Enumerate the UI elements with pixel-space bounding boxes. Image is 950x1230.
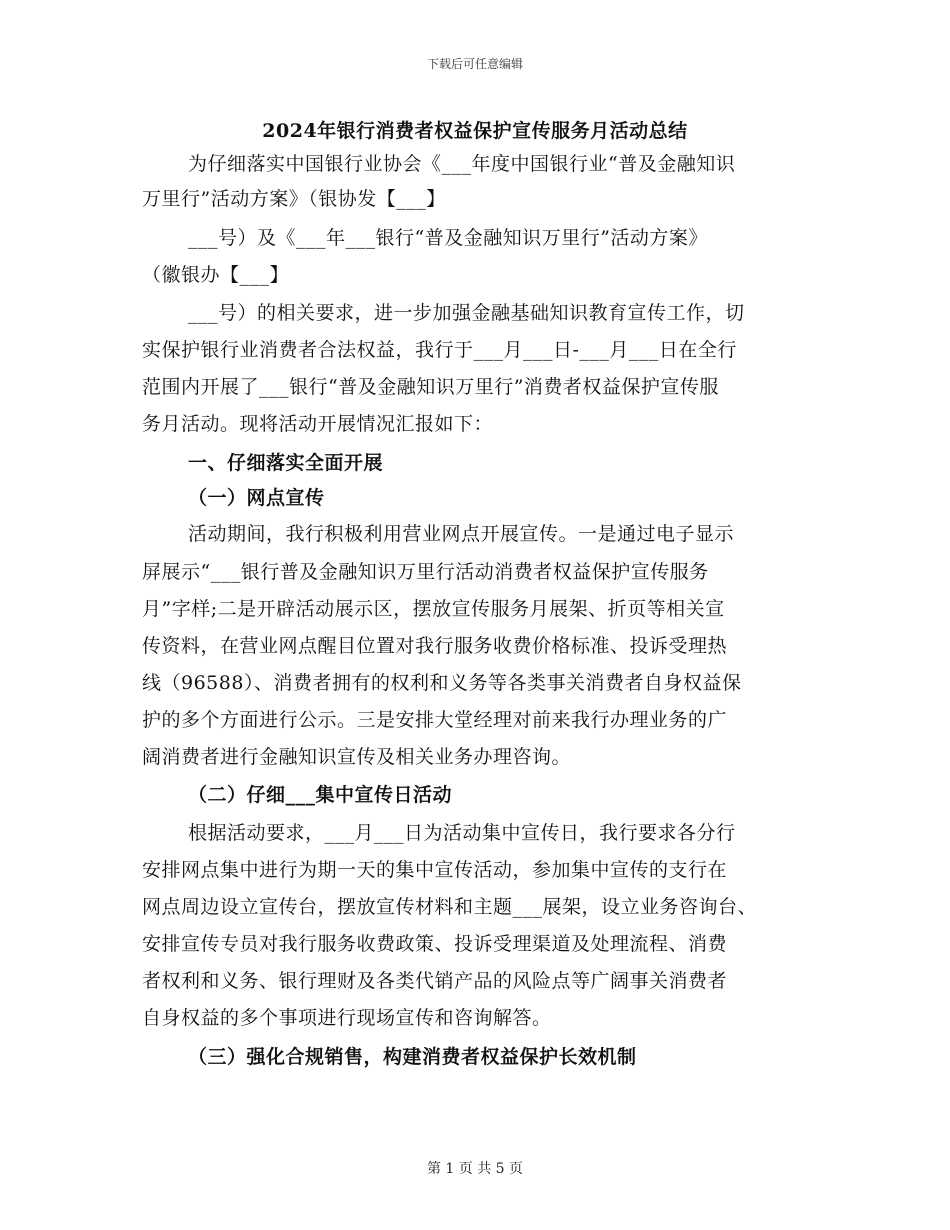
paragraph-line: 根据活动要求，___月___日为活动集中宣传日，我行要求各分行: [188, 822, 736, 844]
paragraph-line: 网点周边设立宣传台，摆放宣传材料和主题___展架，设立业务咨询台、: [142, 896, 758, 918]
paragraph-line: 万里行”活动方案》（银协发【___】: [142, 188, 446, 210]
paragraph-line: 安排宣传专员对我行服务收费政策、投诉受理渠道及处理流程、消费: [142, 933, 728, 955]
subsection-heading: （一）网点宣传: [188, 487, 325, 509]
page-number: 第 1 页 共 5 页: [426, 1161, 524, 1177]
paragraph-line: ___号）及《___年___银行“普及金融知识万里行”活动方案》: [188, 227, 708, 249]
subsection-heading: （三）强化合规销售，构建消费者权益保护长效机制: [188, 1046, 637, 1068]
header-note: 下载后可任意编辑: [426, 57, 523, 71]
section-heading: 一、仔细落实全面开展: [188, 452, 384, 474]
paragraph-line: 自身权益的多个事项进行现场宣传和咨询解答。: [142, 1007, 552, 1029]
paragraph-line: 传资料，在营业网点醒目位置对我行服务收费价格标准、投诉受理热: [142, 635, 728, 657]
paragraph-line: 者权利和义务、银行理财及各类代销产品的风险点等广阔事关消费者: [142, 970, 728, 992]
paragraph-line: 范围内开展了___银行“普及金融知识万里行”消费者权益保护宣传服: [142, 376, 719, 398]
paragraph-line: 阔消费者进行金融知识宣传及相关业务办理咨询。: [142, 746, 572, 768]
paragraph-line: 月”字样;二是开辟活动展示区，摆放宣传服务月展架、折页等相关宣: [142, 598, 725, 620]
document-title: 2024年银行消费者权益保护宣传服务月活动总结: [262, 120, 688, 142]
paragraph-line: 线（96588）、消费者拥有的权利和义务等各类事关消费者自身权益保: [142, 672, 742, 694]
paragraph-line: （徽银办【___】: [142, 264, 290, 286]
paragraph-line: 实保护银行业消费者合法权益，我行于___月___日-___月___日在全行: [142, 339, 737, 361]
subsection-heading: （二）仔细___集中宣传日活动: [188, 784, 453, 806]
paragraph-line: 为仔细落实中国银行业协会《___年度中国银行业“普及金融知识: [188, 153, 736, 175]
paragraph-line: 安排网点集中进行为期一天的集中宣传活动，参加集中宣传的支行在: [142, 859, 728, 881]
paragraph-line: 屏展示“___银行普及金融知识万里行活动消费者权益保护宣传服务: [142, 561, 709, 583]
paragraph-line: 活动期间，我行积极利用营业网点开展宣传。一是通过电子显示: [188, 523, 735, 545]
paragraph-line: 务月活动。现将活动开展情况汇报如下：: [142, 413, 494, 435]
paragraph-line: 护的多个方面进行公示。三是安排大堂经理对前来我行办理业务的广: [142, 709, 728, 731]
paragraph-line: ___号）的相关要求，进一步加强金融基础知识教育宣传工作，切: [188, 302, 745, 324]
